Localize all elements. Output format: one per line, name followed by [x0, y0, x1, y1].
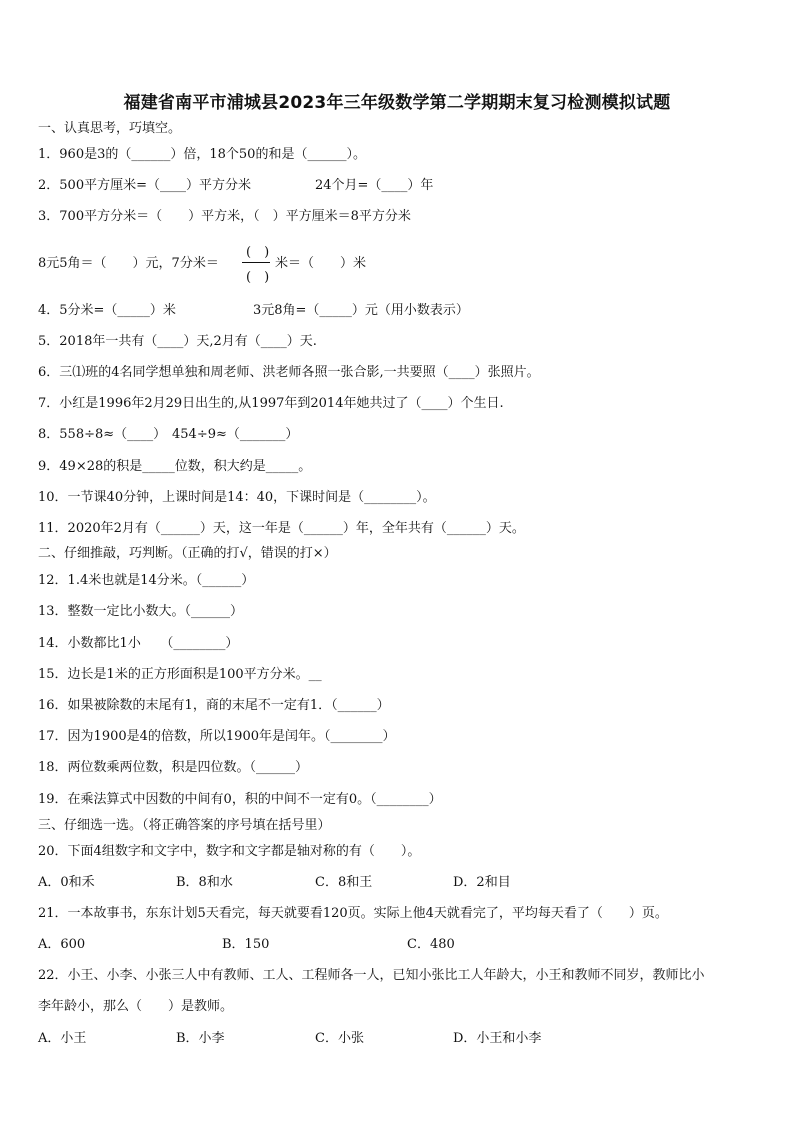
- question-4b: 3元8角=（_____）元（用小数表示）: [253, 303, 469, 318]
- fraction-denominator: ( ): [246, 270, 270, 285]
- question-2b: 24个月=（____）年: [315, 178, 434, 193]
- question-20-option-a: A．0和禾: [38, 875, 95, 890]
- question-16: 16．如果被除数的末尾有1，商的末尾不一定有1．（______）: [38, 698, 390, 713]
- question-20-option-c: C．8和王: [315, 875, 373, 890]
- question-22-option-d: D．小王和小李: [453, 1031, 542, 1046]
- question-11: 11．2020年2月有（______）天，这一年是（______）年，全年共有（______）天。: [38, 521, 525, 536]
- question-8a: 8．558÷8≈（____）: [38, 427, 167, 442]
- question-21: 21．一本故事书，东东计划5天看完，每天就要看120页。实际上他4天就看完了，平均每天看了（ ）页。: [38, 906, 668, 921]
- question-7: 7．小红是1996年2月29日出生的,从1997年到2014年她共过了（____）个生日.: [38, 396, 504, 411]
- question-3b-suffix: 米＝（ ）米: [275, 256, 367, 271]
- question-22-line-2: 李年龄小，那么（ ）是教师。: [38, 999, 234, 1014]
- question-3: 3．700平方分米＝（ ）平方米，（ ）平方厘米＝8平方分米: [38, 209, 411, 224]
- question-4a: 4．5分米=（_____）米: [38, 303, 176, 318]
- question-3b-prefix: 8元5角＝（ ）元，7分米＝: [38, 256, 219, 271]
- question-9: 9．49×28的积是_____位数，积大约是_____。: [38, 459, 312, 474]
- question-10: 10．一节课40分钟，上课时间是14：40，下课时间是（________）。: [38, 490, 436, 505]
- section-1-heading: 一、认真思考，巧填空。: [38, 121, 182, 136]
- question-13: 13．整数一定比小数大。（______）: [38, 604, 244, 619]
- question-22-option-b: B．小李: [176, 1031, 225, 1046]
- question-21-option-a: A．600: [38, 937, 86, 952]
- question-17: 17．因为1900是4的倍数，所以1900年是闰年。（________）: [38, 729, 396, 744]
- question-22-line-1: 22．小王、小李、小张三人中有教师、工人、工程师各一人，已知小张比工人年龄大，小王和教师不同岁，教师比小: [38, 968, 705, 983]
- question-21-option-b: B．150: [222, 937, 270, 952]
- page-title: 福建省南平市浦城县2023年三年级数学第二学期期末复习检测模拟试题: [123, 93, 671, 113]
- question-21-option-c: C．480: [407, 937, 455, 952]
- question-5: 5．2018年一共有（____）天,2月有（____）天.: [38, 334, 317, 349]
- question-22-option-a: A．小王: [38, 1031, 87, 1046]
- section-3-heading: 三、仔细选一选。（将正确答案的序号填在括号里）: [38, 818, 331, 833]
- question-20-option-b: B．8和水: [176, 875, 233, 890]
- question-15: 15．边长是1米的正方形面积是100平方分米。__: [38, 667, 322, 682]
- fraction-blank: [242, 241, 270, 285]
- fraction-numerator: ( ): [246, 245, 270, 260]
- question-19: 19．在乘法算式中因数的中间有0，积的中间不一定有0。（________）: [38, 792, 442, 807]
- question-12: 12．1.4米也就是14分米。（______）: [38, 573, 255, 588]
- question-6: 6．三⑴班的4名同学想单独和周老师、洪老师各照一张合影,一共要照（____）张照片。: [38, 365, 540, 380]
- question-18: 18．两位数乘两位数，积是四位数。（______）: [38, 760, 309, 775]
- question-1: 1．960是3的（______）倍，18个50的和是（______）。: [38, 147, 366, 162]
- fraction-bar: [242, 262, 270, 263]
- question-8b: 454÷9≈（_______）: [172, 427, 299, 442]
- question-22-option-c: C．小张: [315, 1031, 364, 1046]
- section-2-heading: 二、仔细推敲，巧判断。（正确的打√，错误的打×）: [38, 546, 337, 561]
- question-20: 20．下面4组数字和文字中，数字和文字都是轴对称的有（ ）。: [38, 844, 421, 859]
- question-20-option-d: D．2和目: [453, 875, 511, 890]
- question-2a: 2．500平方厘米=（____）平方分米: [38, 178, 251, 193]
- question-14: 14．小数都比1小 （________）: [38, 636, 239, 651]
